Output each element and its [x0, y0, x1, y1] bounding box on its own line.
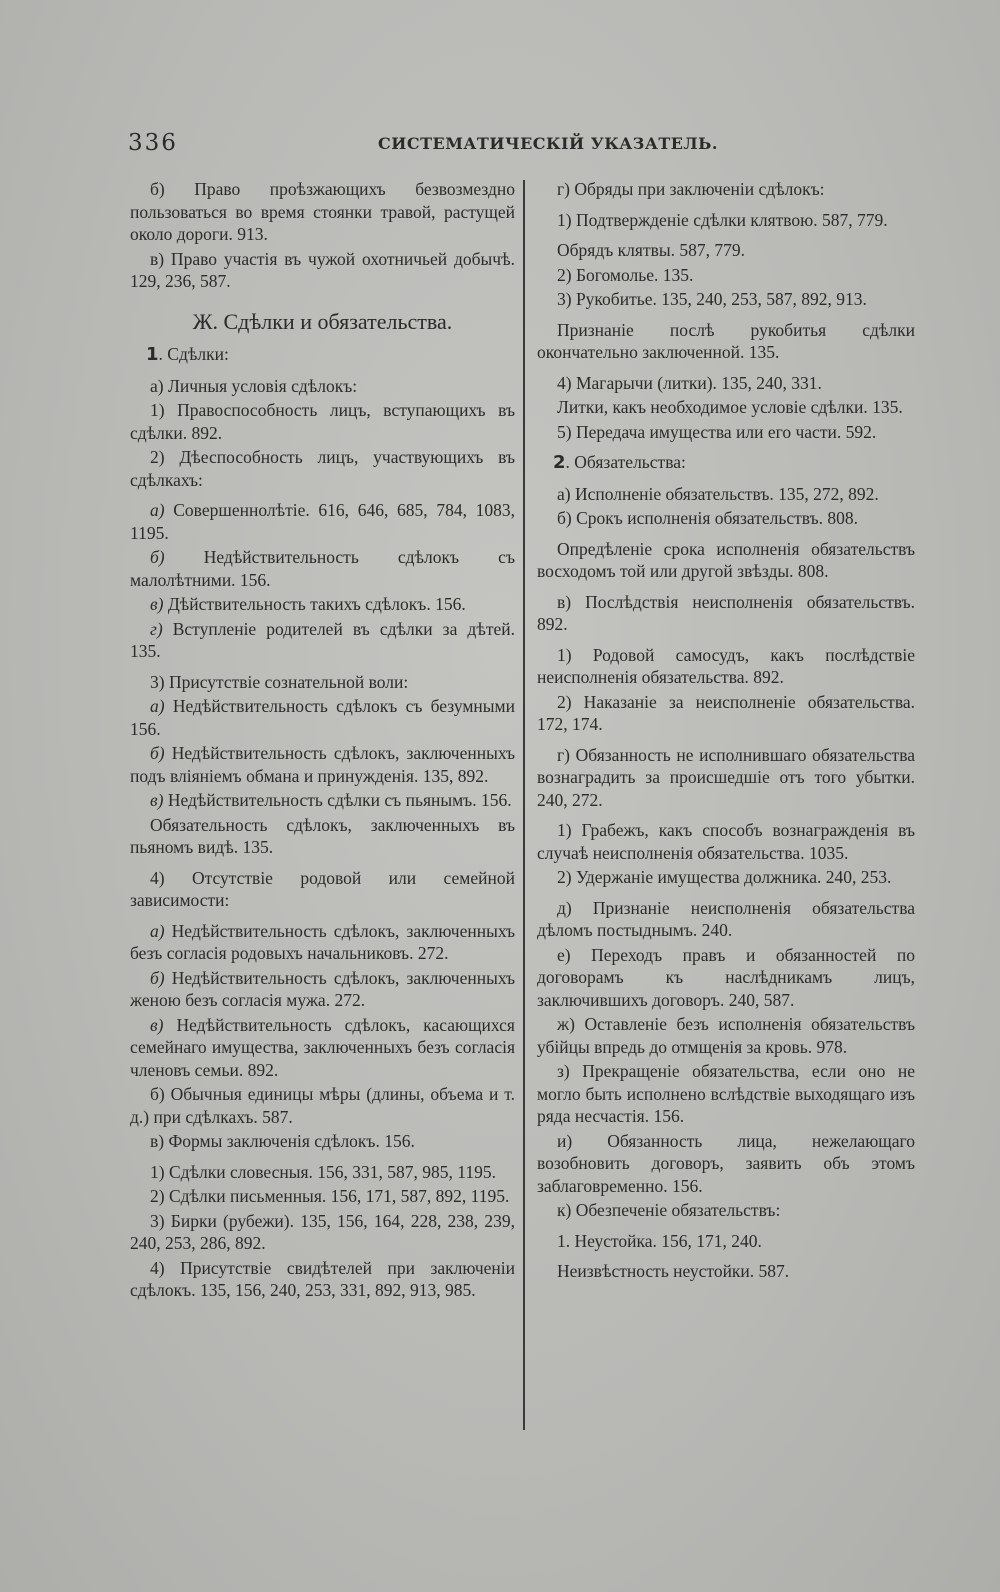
index-entry: г) Обязанность не исполнившаго обязательства вознаградить за происшедшіе отъ того убытки. 240, 272.: [537, 744, 915, 810]
page-header: [128, 130, 908, 160]
index-entry: 1) Сдѣлки словесныя. 156, 331, 587, 985, 1195.: [150, 1161, 497, 1182]
index-entry: [130, 742, 515, 787]
entry-text: Дѣйствительность такихъ сдѣлокъ. 156.: [163, 594, 466, 614]
index-entry: з) Прекращеніе обязательства, если оно не могло быть исполнено вслѣдствіе выходящаго изъ ряда несчастія. 156.: [537, 1061, 915, 1126]
entry-text: Недѣйствительность сдѣлокъ, заключенныхъ женою безъ согласія мужа. 272.: [130, 967, 515, 1010]
entry-marker: в): [150, 594, 164, 614]
index-entry: а) Исполненіе обязательствъ. 135, 272, 892.: [557, 483, 879, 504]
index-entry: 3) Бирки (рубежи). 135, 156, 164, 228, 238, 239, 240, 253, 286, 892.: [130, 1210, 515, 1253]
index-entry: [130, 967, 515, 1012]
index-entry: Неизвѣстность неустойки. 587.: [557, 1261, 790, 1281]
index-entry: 5) Передача имущества или его части. 592.: [557, 421, 877, 442]
index-entry: д) Признаніе неисполненія обязательства дѣломъ постыднымъ. 240.: [537, 897, 915, 940]
section-heading: Ж. Сдѣлки и обязательства.: [192, 308, 453, 334]
entry-marker: б): [150, 547, 165, 567]
page-number: 336: [128, 130, 178, 156]
entry-marker: в): [150, 790, 164, 810]
entry-marker: б): [150, 743, 165, 763]
index-entry: 3) Присутствіе сознательной воли:: [150, 671, 409, 692]
entry-marker: в): [150, 1014, 164, 1035]
index-entry: [130, 1014, 515, 1082]
entry-marker: а): [150, 696, 165, 716]
index-entry: е) Переходъ правъ и обязанностей по договорамъ къ наслѣдникамъ лицъ, заключившихъ договоръ. 240, 587.: [537, 944, 915, 1010]
entry-text: Недѣйствительность сдѣлокъ, заключенныхъ подъ вліяніемъ обмана и принужденія. 135, 892.: [130, 743, 515, 786]
index-entry: Опредѣленіе срока исполненія обязательствъ восходомъ той или другой звѣзды. 808.: [537, 538, 915, 581]
entry-text: Недѣйствительность сдѣлокъ съ безумными 156.: [130, 696, 515, 739]
index-entry: 1) Подтвержденіе сдѣлки клятвою. 587, 779.: [557, 209, 888, 230]
index-entry: в) Право участія въ чужой охотничьей добычѣ. 129, 236, 587.: [130, 248, 515, 291]
index-entry: 1) Правоспособность лицъ, вступающихъ въ сдѣлки. 892.: [130, 400, 515, 443]
index-entry: в) Формы заключенія сдѣлокъ. 156.: [150, 1131, 415, 1151]
index-entry: б) Право проѣзжающихъ безвозмездно пользоваться во время стоянки травой, растущей около дороги. 913.: [130, 179, 515, 244]
index-entry: б) Срокъ исполненія обязательствъ. 808.: [557, 508, 859, 528]
index-entry: [130, 695, 515, 740]
index-entry: Обрядъ клятвы. 587, 779.: [557, 240, 745, 260]
subsection-title: . Обязательства:: [565, 452, 686, 472]
index-entry: 4) Присутствіе свидѣтелей при заключеніи сдѣлокъ. 135, 156, 240, 253, 331, 892, 913, 985.: [130, 1257, 515, 1300]
index-entry: 1. Неустойка. 156, 171, 240.: [557, 1230, 762, 1251]
index-entry: к) Обезпеченіе обязательствъ:: [557, 1200, 781, 1220]
index-entry: и) Обязанность лица, нежелающаго возобновить договоръ, заявить объ этомъ заблаговременно. 156.: [537, 1130, 915, 1196]
entry-marker: б): [150, 967, 165, 988]
index-entry: [130, 789, 515, 812]
index-entry: [130, 920, 515, 965]
index-entry: 2) Сдѣлки письменныя. 156, 171, 587, 892, 1195.: [150, 1186, 510, 1206]
entry-text: Вступленіе родителей въ сдѣлки за дѣтей. 135.: [130, 618, 515, 661]
subsection-title: . Сдѣлки:: [158, 344, 229, 364]
index-entry: 2) Богомолье. 135.: [557, 264, 694, 285]
index-entry: ж) Оставленіе безъ исполненія обязательствъ убійцы впредь до отмщенія за кровь. 978.: [537, 1014, 915, 1057]
column-divider: [523, 180, 525, 1430]
index-entry: [130, 618, 515, 663]
right-column: [537, 178, 915, 1285]
index-entry: [130, 546, 515, 591]
index-entry: 4) Отсутствіе родовой или семейной зависимости:: [130, 867, 515, 910]
entry-text: Недѣйствительность сдѣлокъ, заключенныхъ безъ согласія родовыхъ начальниковъ. 272.: [130, 920, 515, 963]
entry-marker: а): [150, 920, 165, 941]
entry-text: Совершеннолѣтіе. 616, 646, 685, 784, 1083, 1195.: [130, 500, 515, 543]
entry-marker: г): [150, 618, 163, 639]
index-entry: г) Обряды при заключеніи сдѣлокъ:: [557, 179, 825, 199]
subsection-number: 1: [146, 344, 159, 365]
subsection-number: 2: [553, 452, 566, 473]
entry-marker: а): [150, 500, 165, 520]
subsection-heading: [537, 451, 915, 475]
entry-text: Недѣйствительность сдѣлокъ, касающихся семейнаго имущества, заключенныхъ безъ согласія членовъ семьи. 892.: [130, 1014, 515, 1080]
index-entry: [130, 593, 515, 616]
index-entry: 4) Магарычи (литки). 135, 240, 331.: [557, 372, 822, 393]
subsection-heading: [130, 343, 515, 367]
index-entry: а) Личныя условія сдѣлокъ:: [150, 375, 358, 396]
index-entry: Обязательность сдѣлокъ, заключенныхъ въ пьяномъ видѣ. 135.: [130, 814, 515, 857]
index-entry: Литки, какъ необходимое условіе сдѣлки. 135.: [557, 397, 903, 417]
index-entry: 2) Наказаніе за неисполненіе обязательства. 172, 174.: [537, 691, 915, 734]
index-entry: 3) Рукобитье. 135, 240, 253, 587, 892, 913.: [557, 289, 867, 309]
index-entry: Признаніе послѣ рукобитья сдѣлки окончательно заключенной. 135.: [537, 319, 915, 362]
index-entry: 1) Родовой самосудъ, какъ послѣдствіе неисполненія обязательства. 892.: [537, 644, 915, 687]
entry-text: Недѣйствительность сдѣлокъ съ малолѣтними. 156.: [130, 547, 515, 590]
running-title: СИСТЕМАТИЧЕСКІЙ УКАЗАТЕЛЬ.: [378, 134, 718, 153]
index-entry: б) Обычныя единицы мѣры (длины, объема и т. д.) при сдѣлкахъ. 587.: [130, 1084, 515, 1127]
entry-text: Недѣйствительность сдѣлки съ пьянымъ. 156.: [163, 790, 512, 810]
left-column: [130, 178, 515, 1304]
index-entry: 2) Дѣеспособность лицъ, участвующихъ въ сдѣлкахъ:: [130, 447, 515, 490]
index-entry: 2) Удержаніе имущества должника. 240, 253.: [557, 867, 892, 887]
index-entry: в) Послѣдствія неисполненія обязательствъ. 892.: [537, 591, 915, 634]
index-entry: 1) Грабежъ, какъ способъ вознагражденія въ случаѣ неисполненія обязательства. 1035.: [537, 820, 915, 863]
index-entry: [130, 499, 515, 544]
